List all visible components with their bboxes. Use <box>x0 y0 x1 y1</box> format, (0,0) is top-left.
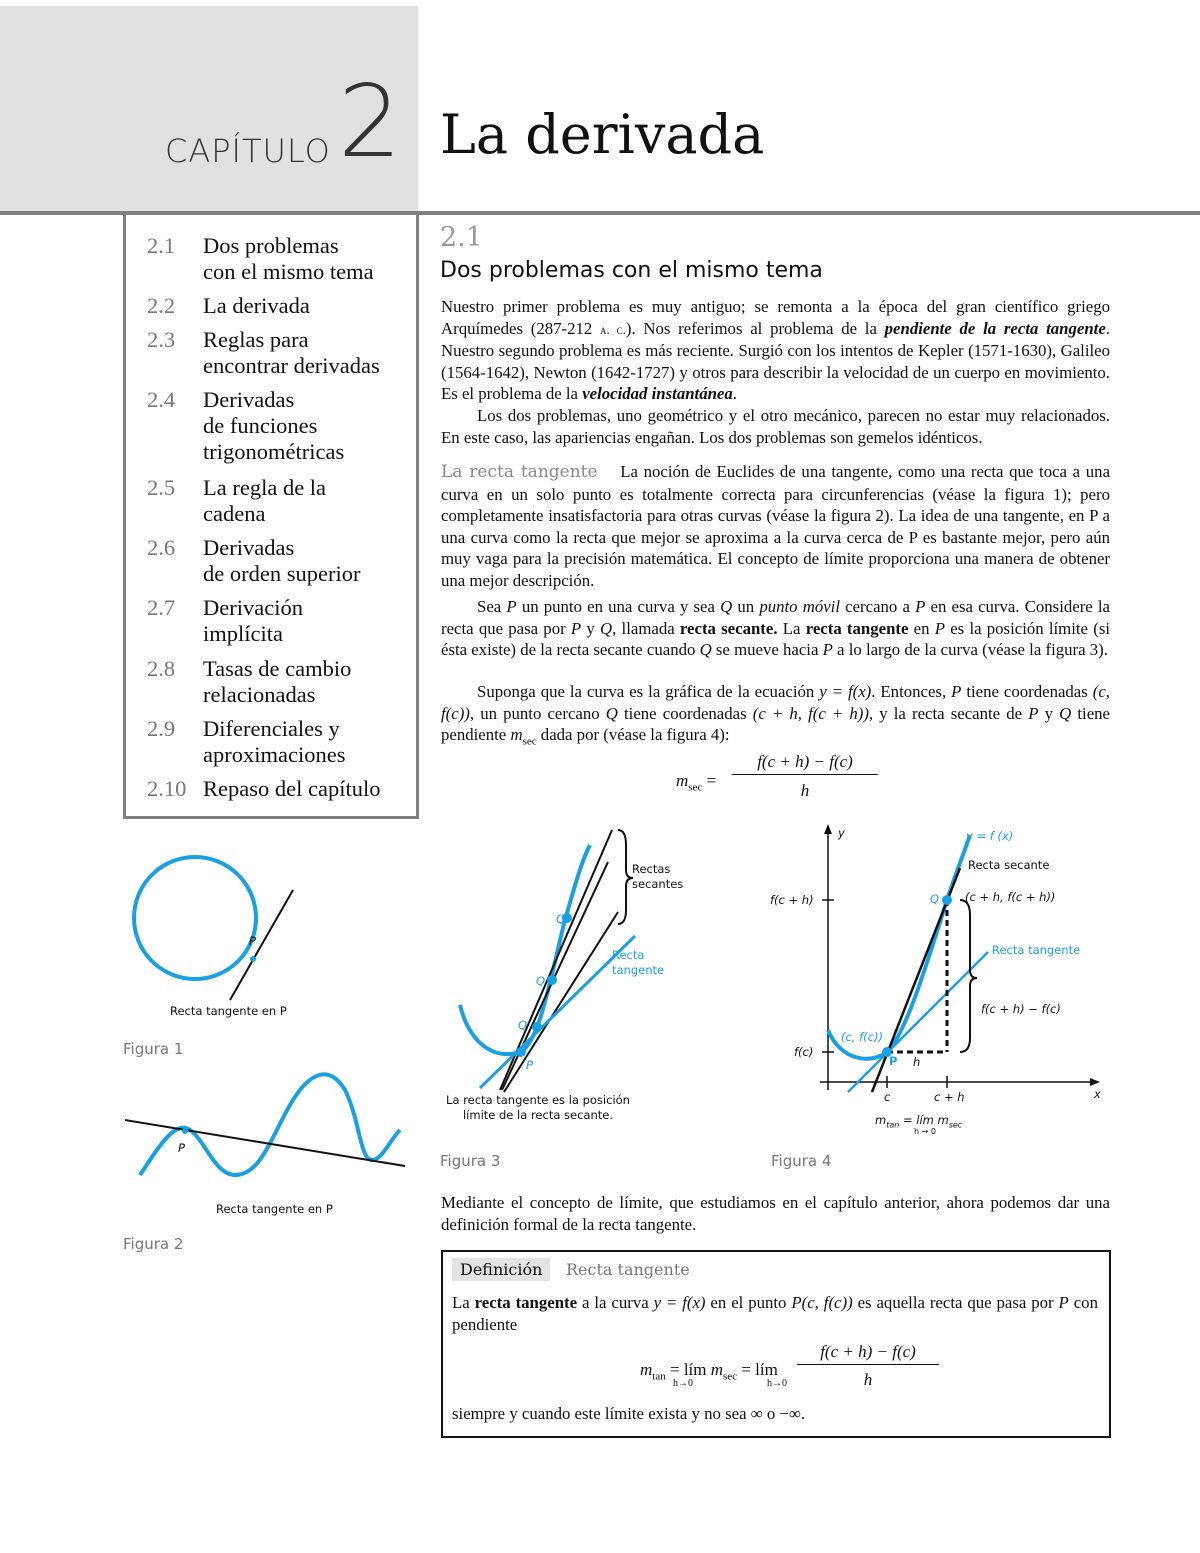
toc-item-text: Derivación <box>203 595 303 620</box>
figure-1-point <box>250 956 256 962</box>
figure-2-curve <box>140 1074 400 1175</box>
toc-item-text: Diferenciales y <box>203 716 340 741</box>
figure-4-diff-label: f(c + h) − f(c) <box>981 1002 1061 1016</box>
figure-3-note: La recta tangente es la posición límite de la recta secante. <box>446 1093 630 1122</box>
paragraph-intro: Nuestro primer problema es muy antiguo; se remonta a la época del gran científico griego Arquímedes (287-212 a. c.). Nos referimos al problema de la pendiente de la recta tangente. Nuestro segundo problema es más reciente. Surgió con los intentos de Kepler (1571-1630), Galileo (1564-1642), Newton (1642-1727) y otros para describir la velocidad de un cuerpo en movimiento. Es el problema de la velocidad instantánea. <box>441 297 1110 403</box>
paragraph-tangent-idea: La recta tangente La noción de Euclides de una tangente, como una recta que toca a una curva en un solo punto es totalmente correcta para circunferencias (véase la figura 1); pero completamente insatisfactoria para otras curvas (véase la figura 2). La idea de una tangente, en P a una curva como la recta que mejor se aproxima a la curva cerca de P es bastante mejor, pero aún muy vaga para la precisión matemática. El concepto de límite proporciona una manera de obtener una mejor descripción. <box>441 462 1111 590</box>
toc-item-number: 2.6 <box>147 535 176 560</box>
paragraph-secant: Sea P un punto en una curva y sea Q un punto móvil cercano a P en esa curva. Considere la recta que pasa por P y Q, llamada recta secante. La recta tangente en P es la posición límite (si ésta existe) de la recta secante cuando Q se mueve hacia P a lo largo de la curva (véase la figura 3). <box>441 597 1111 659</box>
toc-item-text: implícita <box>203 621 283 646</box>
toc-item-number: 2.2 <box>147 293 176 318</box>
formula-msec-denominator: h <box>800 781 810 800</box>
toc-item-text: encontrar derivadas <box>203 353 380 378</box>
section-number: 2.1 <box>440 222 483 253</box>
figure-3-brace <box>618 830 633 924</box>
toc-item-text: aproximaciones <box>203 742 346 767</box>
definition-formula-numerator: f(c + h) − f(c) <box>797 1342 939 1365</box>
definition-formula-left: $m_{tan}$ = lím $m_{sec}$ = lím <box>640 1360 778 1383</box>
figure-4-fc-label: f(c) <box>794 1045 814 1059</box>
figure-4-limit-under: h → 0 <box>914 1127 936 1136</box>
formula-msec-numerator: f(c + h) − f(c) <box>732 752 878 775</box>
figure-1-tangent-line <box>230 890 293 1000</box>
definition-title: Recta tangente <box>566 1260 690 1279</box>
paragraph-twins: Los dos problemas, uno geométrico y el otro mecánico, parecen no estar muy relacionados. En este caso, las apariencias engañan. Los dos problemas son gemelos idénticos. <box>441 406 1110 447</box>
figure-4-p-coords: (c, f(c)) <box>841 1030 883 1044</box>
figure-3-caption: Figura 3 <box>440 1152 501 1170</box>
figure-2-point <box>182 1128 188 1134</box>
figure-3-point-p <box>516 1047 526 1057</box>
figure-4-limit-label: $m_{tan}$ = lím $m_{sec}$ <box>875 1113 963 1130</box>
figure-4-tangent-label: Recta tangente <box>992 943 1081 957</box>
definition-formula-under-1: h→0 <box>673 1378 693 1389</box>
toc-item-text: cadena <box>203 501 266 526</box>
toc-item-number: 2.5 <box>147 475 176 500</box>
figure-4-secant-label: Recta secante <box>968 858 1050 872</box>
figure-4-x-label: x <box>1094 1087 1101 1101</box>
toc-item-text: de funciones <box>203 413 318 438</box>
definition-tag: Definición <box>452 1258 550 1281</box>
figure-3-p-label: P <box>526 1058 533 1072</box>
chapter-title: La derivada <box>440 103 765 166</box>
chapter-label: CAPÍTULO <box>165 132 331 170</box>
figure-2-caption: Figura 2 <box>123 1235 184 1253</box>
figure-4-caption: Figura 4 <box>771 1152 832 1170</box>
toc-item-number: 2.10 <box>147 776 187 801</box>
figure-2-diagram <box>120 1060 420 1180</box>
toc-item-text: Reglas para <box>203 327 309 352</box>
toc-item-number: 2.7 <box>147 595 176 620</box>
figure-4-p-label: P <box>889 1054 898 1068</box>
figure-3-point-q1 <box>532 1022 542 1032</box>
figure-4-x-arrow <box>1090 1078 1100 1086</box>
formula-msec-lhs: $m_{sec}$ = <box>676 771 717 794</box>
paragraph-secant-slope: Suponga que la curva es la gráfica de la ecuación y = f(x). Entonces, P tiene coordenadas (c, f(c)), un punto cercano Q tiene coordenadas (c + h, f(c + h)), y la recta secante de P y Q tiene pendiente $m_{sec}$ dada por (véase la figura 4): <box>441 682 1110 748</box>
definition-text: La recta tangente a la curva y = f(x) en el punto P(c, f(c)) es aquella recta que pasa por P con pendiente <box>452 1293 1098 1334</box>
figure-4-point-q <box>942 895 952 905</box>
figure-4-q-coords: (c + h, f(c + h)) <box>965 890 1056 904</box>
toc-item-text: relacionadas <box>203 682 316 707</box>
figure-3-point-q2 <box>547 975 557 985</box>
toc-item-text: Derivadas <box>203 387 295 412</box>
toc-item-text: Repaso del capítulo <box>203 776 381 801</box>
subhead-recta-tangente: La recta tangente <box>441 462 598 482</box>
definition-formula-under-2: h→0 <box>767 1378 787 1389</box>
figure-3-q3-label: Q <box>556 912 566 926</box>
figure-4-ch-label: c + h <box>934 1090 965 1104</box>
figure-4-y-arrow <box>824 824 832 834</box>
toc-item-number: 2.1 <box>147 233 176 258</box>
toc-item-number: 2.4 <box>147 387 176 412</box>
figure-4-q-label: Q <box>930 892 940 906</box>
figure-2-label: Recta tangente en P <box>216 1202 333 1216</box>
figure-1-diagram <box>110 840 410 1030</box>
toc-item-text: con el mismo tema <box>203 259 374 284</box>
figure-3-tangente-label: Recta tangente <box>612 948 665 977</box>
figure-3-secantes-label: Rectas secantes <box>632 862 684 891</box>
chapter-number: 2 <box>338 63 402 180</box>
toc-item-text: La derivada <box>203 293 310 318</box>
definition-closing: siempre y cuando este límite exista y no sea ∞ o −∞. <box>452 1404 806 1423</box>
toc-item-number: 2.3 <box>147 327 176 352</box>
figure-4-diagram <box>760 820 1110 1110</box>
figure-4-h-label: h <box>913 1055 921 1069</box>
toc-item-text: La regla de la <box>203 475 327 500</box>
figure-3-q1-label: Q <box>518 1018 528 1032</box>
toc-item-text: Derivadas <box>203 535 295 560</box>
definition-formula-denominator: h <box>863 1370 873 1389</box>
figure-1-circle <box>134 857 256 979</box>
toc-item-text: Tasas de cambio <box>203 656 352 681</box>
figure-4-fch-label: f(c + h) <box>770 893 814 907</box>
toc-item-text: trigonométricas <box>203 439 345 464</box>
toc-item-text: Dos problemas <box>203 233 339 258</box>
figure-1-label: Recta tangente en P <box>170 1004 287 1018</box>
figure-4-c-label: c <box>884 1090 891 1104</box>
figure-3-q2-label: Q <box>536 974 546 988</box>
toc-item-text: de orden superior <box>203 561 361 586</box>
figure-1-point-label: P <box>249 934 256 948</box>
figure-4-y-label: y <box>838 826 845 840</box>
figure-4-curve-label: y = f (x) <box>966 829 1014 843</box>
toc-item-number: 2.8 <box>147 656 176 681</box>
toc-item-number: 2.9 <box>147 716 176 741</box>
section-title: Dos problemas con el mismo tema <box>440 258 823 283</box>
figure-2-point-label: P <box>178 1141 185 1155</box>
figure-1-caption: Figura 1 <box>123 1040 184 1058</box>
paragraph-limit-intro: Mediante el concepto de límite, que estudiamos en el capítulo anterior, ahora podemos dar una definición formal de la recta tangente. <box>441 1193 1110 1234</box>
